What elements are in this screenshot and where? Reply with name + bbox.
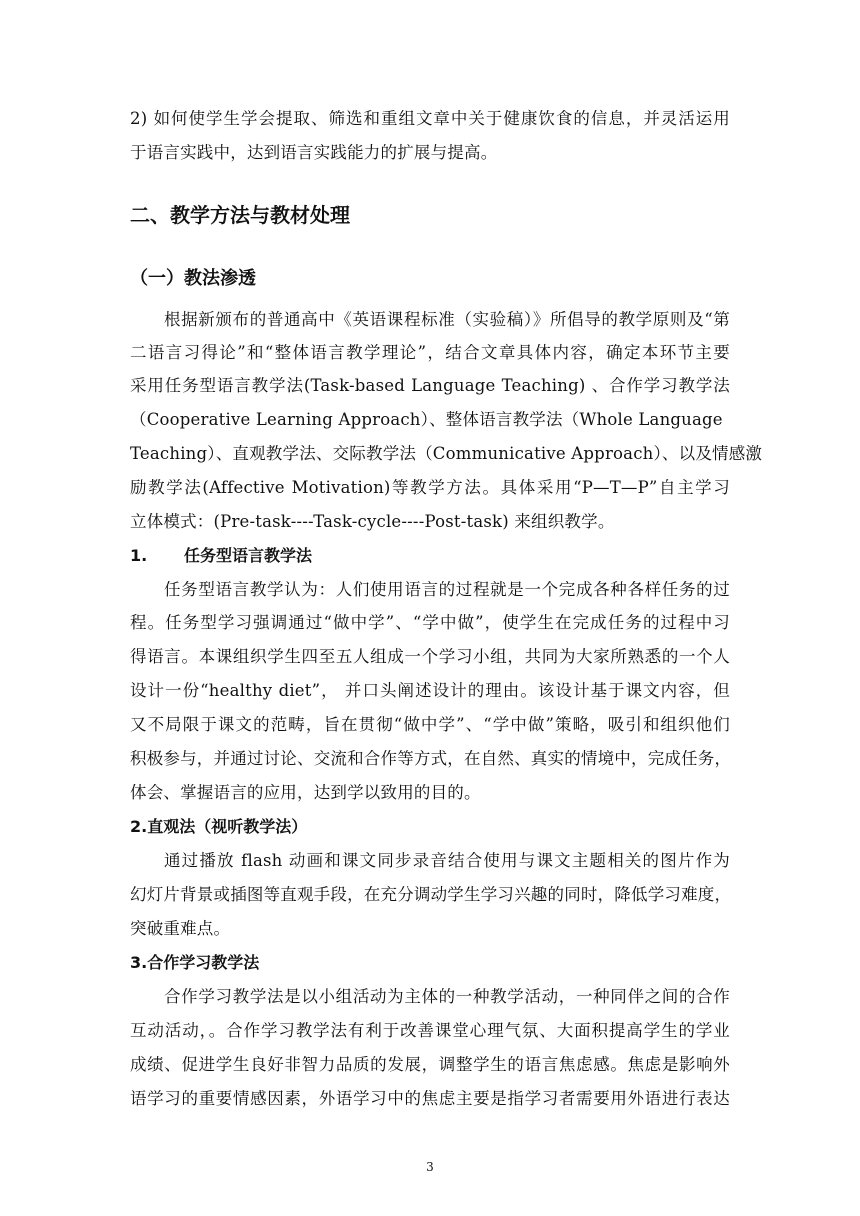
paragraph-line: 积极参与，并通过讨论、交流和合作等方式，在自然、真实的情境中，完成任务， — [130, 749, 732, 768]
item-heading — [130, 545, 312, 567]
paragraph-line: 任务型语言教学认为：人们使用语言的过程就是一个完成各种各样任务的过 — [164, 580, 730, 599]
paragraph-line: 程。任务型学习强调通过“做中学”、“学中做”，使学生在完成任务的过程中习 — [130, 613, 730, 632]
paragraph-line: 励教学法(Affective Motivation)等教学方法。具体采用“P—T—P”自主学习 — [130, 478, 730, 497]
paragraph-line: Teaching）、直观教学法、交际教学法（Communicative Approach）、以及情感激 — [130, 444, 763, 463]
paragraph-line: 互动活动，。合作学习教学法有利于改善课堂心理气氛、大面积提高学生的学业 — [130, 1021, 730, 1040]
paragraph-line: 合作学习教学法是以小组活动为主体的一种教学活动，一种同伴之间的合作 — [164, 987, 730, 1006]
paragraph-line: 体会、掌握语言的应用，达到学以致用的目的。 — [130, 783, 481, 802]
paragraph-line: 语学习的重要情感因素，外语学习中的焦虑主要是指学习者需要用外语进行表达 — [130, 1089, 730, 1108]
item-number: 1. — [130, 546, 148, 565]
paragraph-line: 根据新颁布的普通高中《英语课程标准（实验稿）》所倡导的教学原则及“第 — [164, 310, 730, 329]
item-title: 任务型语言教学法 — [184, 546, 313, 565]
paragraph-line: 2) 如何使学生学会提取、筛选和重组文章中关于健康饮食的信息，并灵活运用 — [130, 109, 730, 128]
paragraph-line: 又不局限于课文的范畴，旨在贯彻“做中学”、“学中做”策略，吸引和组织他们 — [130, 715, 730, 734]
item-title: 直观法（视听教学法） — [147, 817, 308, 836]
paragraph-line: 幻灯片背景或插图等直观手段，在充分调动学生学习兴趣的同时，降低学习难度， — [130, 885, 732, 904]
paragraph-line: 二语言习得论”和“整体语言教学理论”，结合文章具体内容，确定本环节主要 — [130, 343, 730, 362]
paragraph-line: 采用任务型语言教学法(Task-based Language Teaching) 、合作学习教学法 — [130, 376, 730, 395]
subsection-title: （一）教法渗透 — [130, 268, 256, 289]
page-number: 3 — [426, 1160, 434, 1174]
paragraph-line: 得语言。本课组织学生四至五人组成一个学习小组，共同为大家所熟悉的一个人 — [130, 647, 730, 666]
paragraph-line: 立体模式：(Pre-task----Task-cycle----Post-task) 来组织教学。 — [130, 512, 615, 531]
item-heading — [130, 952, 259, 974]
paragraph-line: 成绩、促进学生良好非智力品质的发展，调整学生的语言焦虑感。焦虑是影响外 — [130, 1055, 730, 1074]
item-number: 2. — [130, 817, 148, 836]
paragraph-line: （Cooperative Learning Approach）、整体语言教学法（Whole Language — [130, 410, 723, 429]
item-heading — [130, 816, 307, 838]
item-number: 3. — [130, 953, 148, 972]
paragraph-line: 突破重难点。 — [130, 919, 231, 938]
section-title: 二、教学方法与教材处理 — [130, 203, 350, 227]
paragraph-line: 通过播放 flash 动画和课文同步录音结合使用与课文主题相关的图片作为 — [164, 851, 730, 870]
item-title: 合作学习教学法 — [147, 953, 260, 972]
paragraph-line: 设计一份“healthy diet”， 并口头阐述设计的理由。该设计基于课文内容，但 — [130, 681, 730, 700]
paragraph-line: 于语言实践中，达到语言实践能力的扩展与提高。 — [130, 143, 498, 162]
